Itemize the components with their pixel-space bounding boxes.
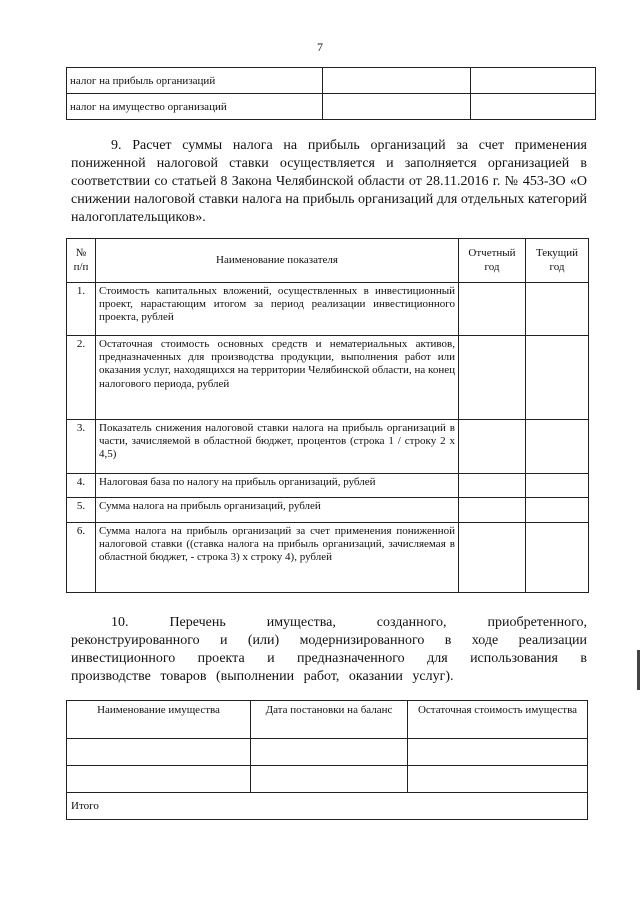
empty-cell [323,68,471,94]
empty-cell [67,766,251,793]
table-row [67,94,596,120]
header-date: Дата постановки на баланс [251,701,408,739]
table-header-row [67,701,588,739]
header-num: № п/п [67,239,96,283]
empty-cell [459,420,526,474]
row-num: 1. [67,283,96,336]
page-number: 7 [317,40,323,54]
row-name: Остаточная стоимость основных средств и нематериальных активов, предназначенных для производства продукции, выполнения работ или оказания услуг, находящихся на территории Челябинской области, на конец налогового периода, рублей [96,336,459,420]
empty-cell [526,498,589,523]
empty-cell [526,336,589,420]
empty-cell [459,283,526,336]
empty-cell [526,523,589,593]
table-header-row [67,239,589,283]
header-property-name: Наименование имущества [67,701,251,739]
row-name: Налоговая база по налогу на прибыль организаций, рублей [96,474,459,498]
row-label: налог на имущество организаций [67,94,323,120]
header-current-year: Текущий год [526,239,589,283]
row-num: 3. [67,420,96,474]
empty-cell [526,420,589,474]
table-row [67,283,589,336]
empty-cell [251,739,408,766]
row-label: налог на прибыль организаций [67,68,323,94]
table-row [67,474,589,498]
row-num: 4. [67,474,96,498]
tax-table-continuation [66,67,596,120]
empty-cell [526,474,589,498]
row-num: 2. [67,336,96,420]
table-row [67,336,589,420]
empty-cell [459,498,526,523]
empty-cell [471,68,596,94]
paragraph-10: 10. Перечень имущества, созданного, приобретенного, реконструированного и (или) модернизированного в ходе реализации инвестиционного проекта и предназначенного для использования в производстве товаров (выполнении работ, оказании услуг). [71,615,587,684]
table-row [67,420,589,474]
empty-cell [459,523,526,593]
empty-cell [526,283,589,336]
tax-calculation-table [66,238,589,593]
empty-cell [471,94,596,120]
empty-cell [408,766,588,793]
row-name: Показатель снижения налоговой ставки налога на прибыль организаций в части, зачисляемой в областной бюджет, процентов (строка 1 / строку 2 х 4,5) [96,420,459,474]
empty-cell [251,766,408,793]
empty-cell [323,94,471,120]
table-row [67,68,596,94]
table-row [67,523,589,593]
empty-cell [459,474,526,498]
table-total-row [67,793,588,820]
empty-cell [408,739,588,766]
empty-cell [67,739,251,766]
empty-cell [459,336,526,420]
total-label: Итого [67,793,588,820]
header-residual-value: Остаточная стоимость имущества [408,701,588,739]
row-num: 5. [67,498,96,523]
table-row [67,766,588,793]
paragraph-9: 9. Расчет суммы налога на прибыль организаций за счет применения пониженной налоговой ставки осуществляется и заполняется организацией в соответствии со статьей 8 Закона Челябинской области от 28.11.2016 г. № 453-ЗО «О снижении налоговой ставки налога на прибыль организаций для отдельных категорий налогоплательщиков». [71,138,587,225]
row-num: 6. [67,523,96,593]
header-report-year: Отчетный год [459,239,526,283]
table-row [67,498,589,523]
row-name: Сумма налога на прибыль организаций за счет применения пониженной налоговой ставки ((ставка налога на прибыль организаций, зачисляемая в областной бюджет, - строка 3) х строку 4), рублей [96,523,459,593]
row-name: Стоимость капитальных вложений, осуществленных в инвестиционный проект, нарастающим итогом за период реализации инвестиционного проекта, рублей [96,283,459,336]
row-name: Сумма налога на прибыль организаций, рублей [96,498,459,523]
header-name: Наименование показателя [96,239,459,283]
table-row [67,739,588,766]
property-table [66,700,588,820]
